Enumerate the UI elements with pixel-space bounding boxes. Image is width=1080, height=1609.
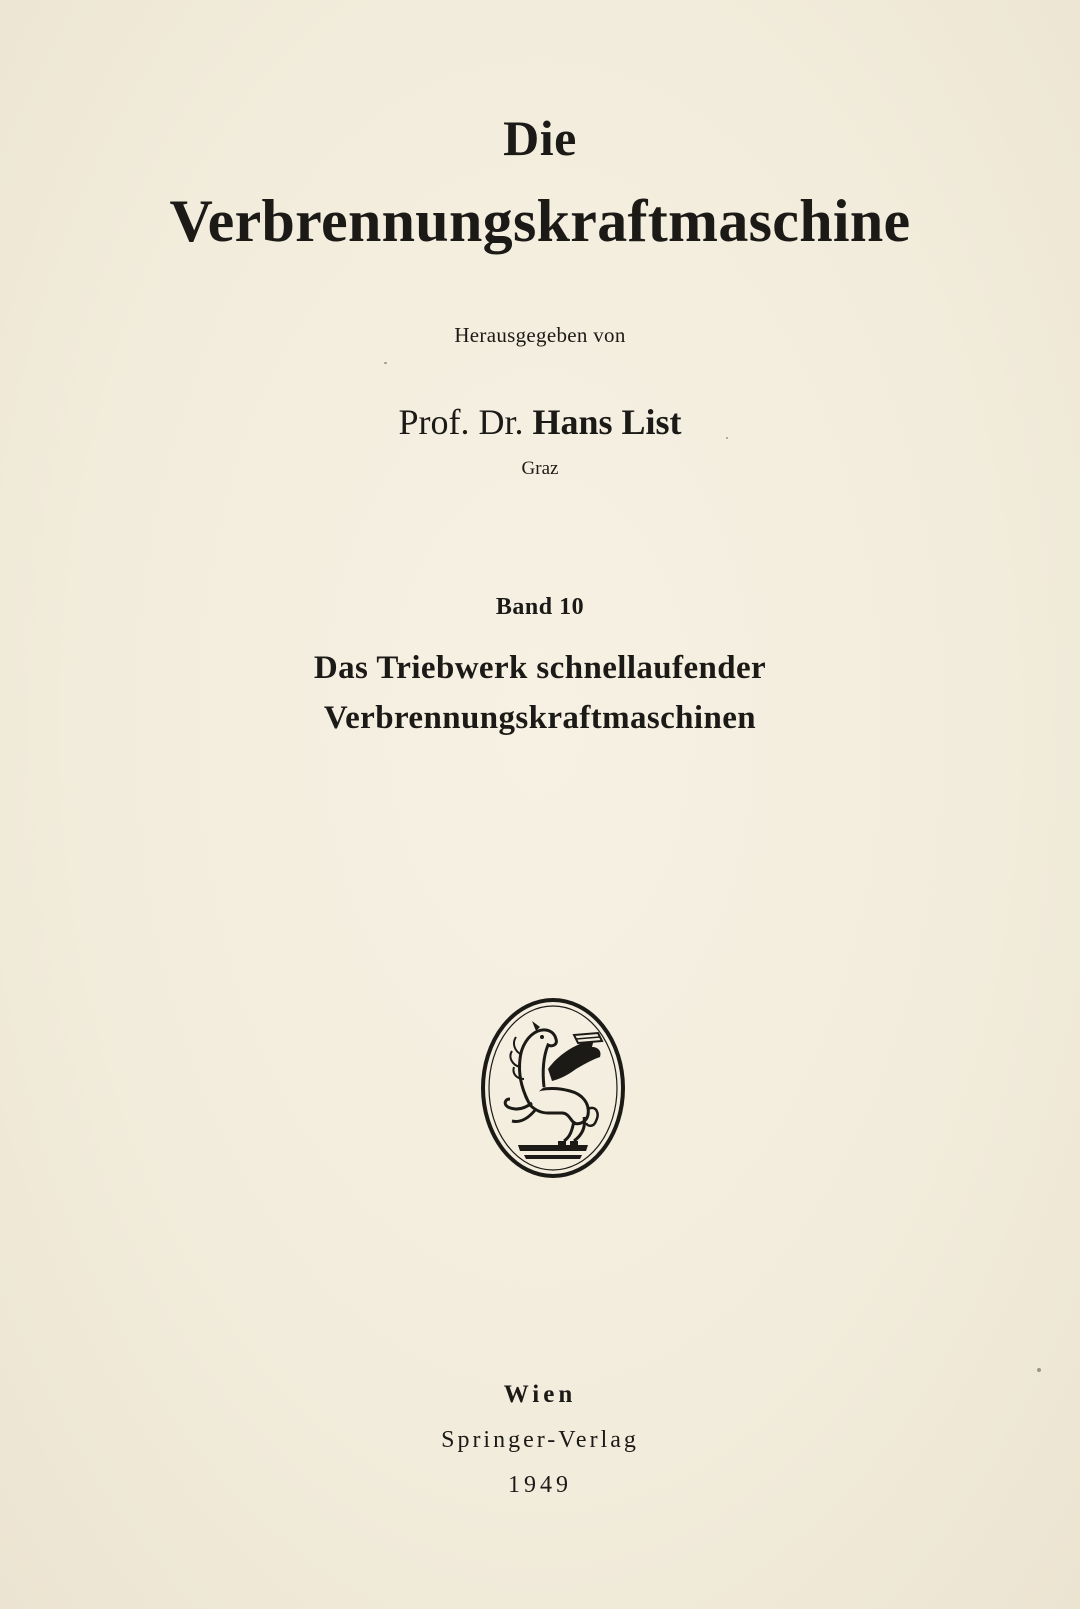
editor-academic-title: Prof. Dr. <box>398 402 533 442</box>
volume-title-line-1: Das Triebwerk schnellaufender <box>313 650 767 686</box>
editor-intro: Herausgegeben von <box>454 323 626 347</box>
volume-title-line-2: Verbrennungskraftmaschinen <box>323 700 757 736</box>
editor-full-name: Hans List <box>532 402 682 442</box>
paper-speck <box>726 437 728 439</box>
imprint-publisher: Springer-Verlag <box>441 1427 639 1453</box>
volume-label: Band 10 <box>495 594 585 620</box>
series-title-line-2: Verbrennungskraftmaschine <box>169 188 911 254</box>
editor-name <box>0 400 1080 444</box>
imprint-year: 1949 <box>508 1472 572 1498</box>
series-title-line-1: Die <box>503 110 577 166</box>
paper-speck <box>384 362 387 364</box>
paper-speck <box>1037 1368 1041 1372</box>
editor-city: Graz <box>521 458 559 479</box>
imprint-city: Wien <box>503 1381 577 1408</box>
springer-pegasus-emblem-icon <box>478 995 628 1181</box>
